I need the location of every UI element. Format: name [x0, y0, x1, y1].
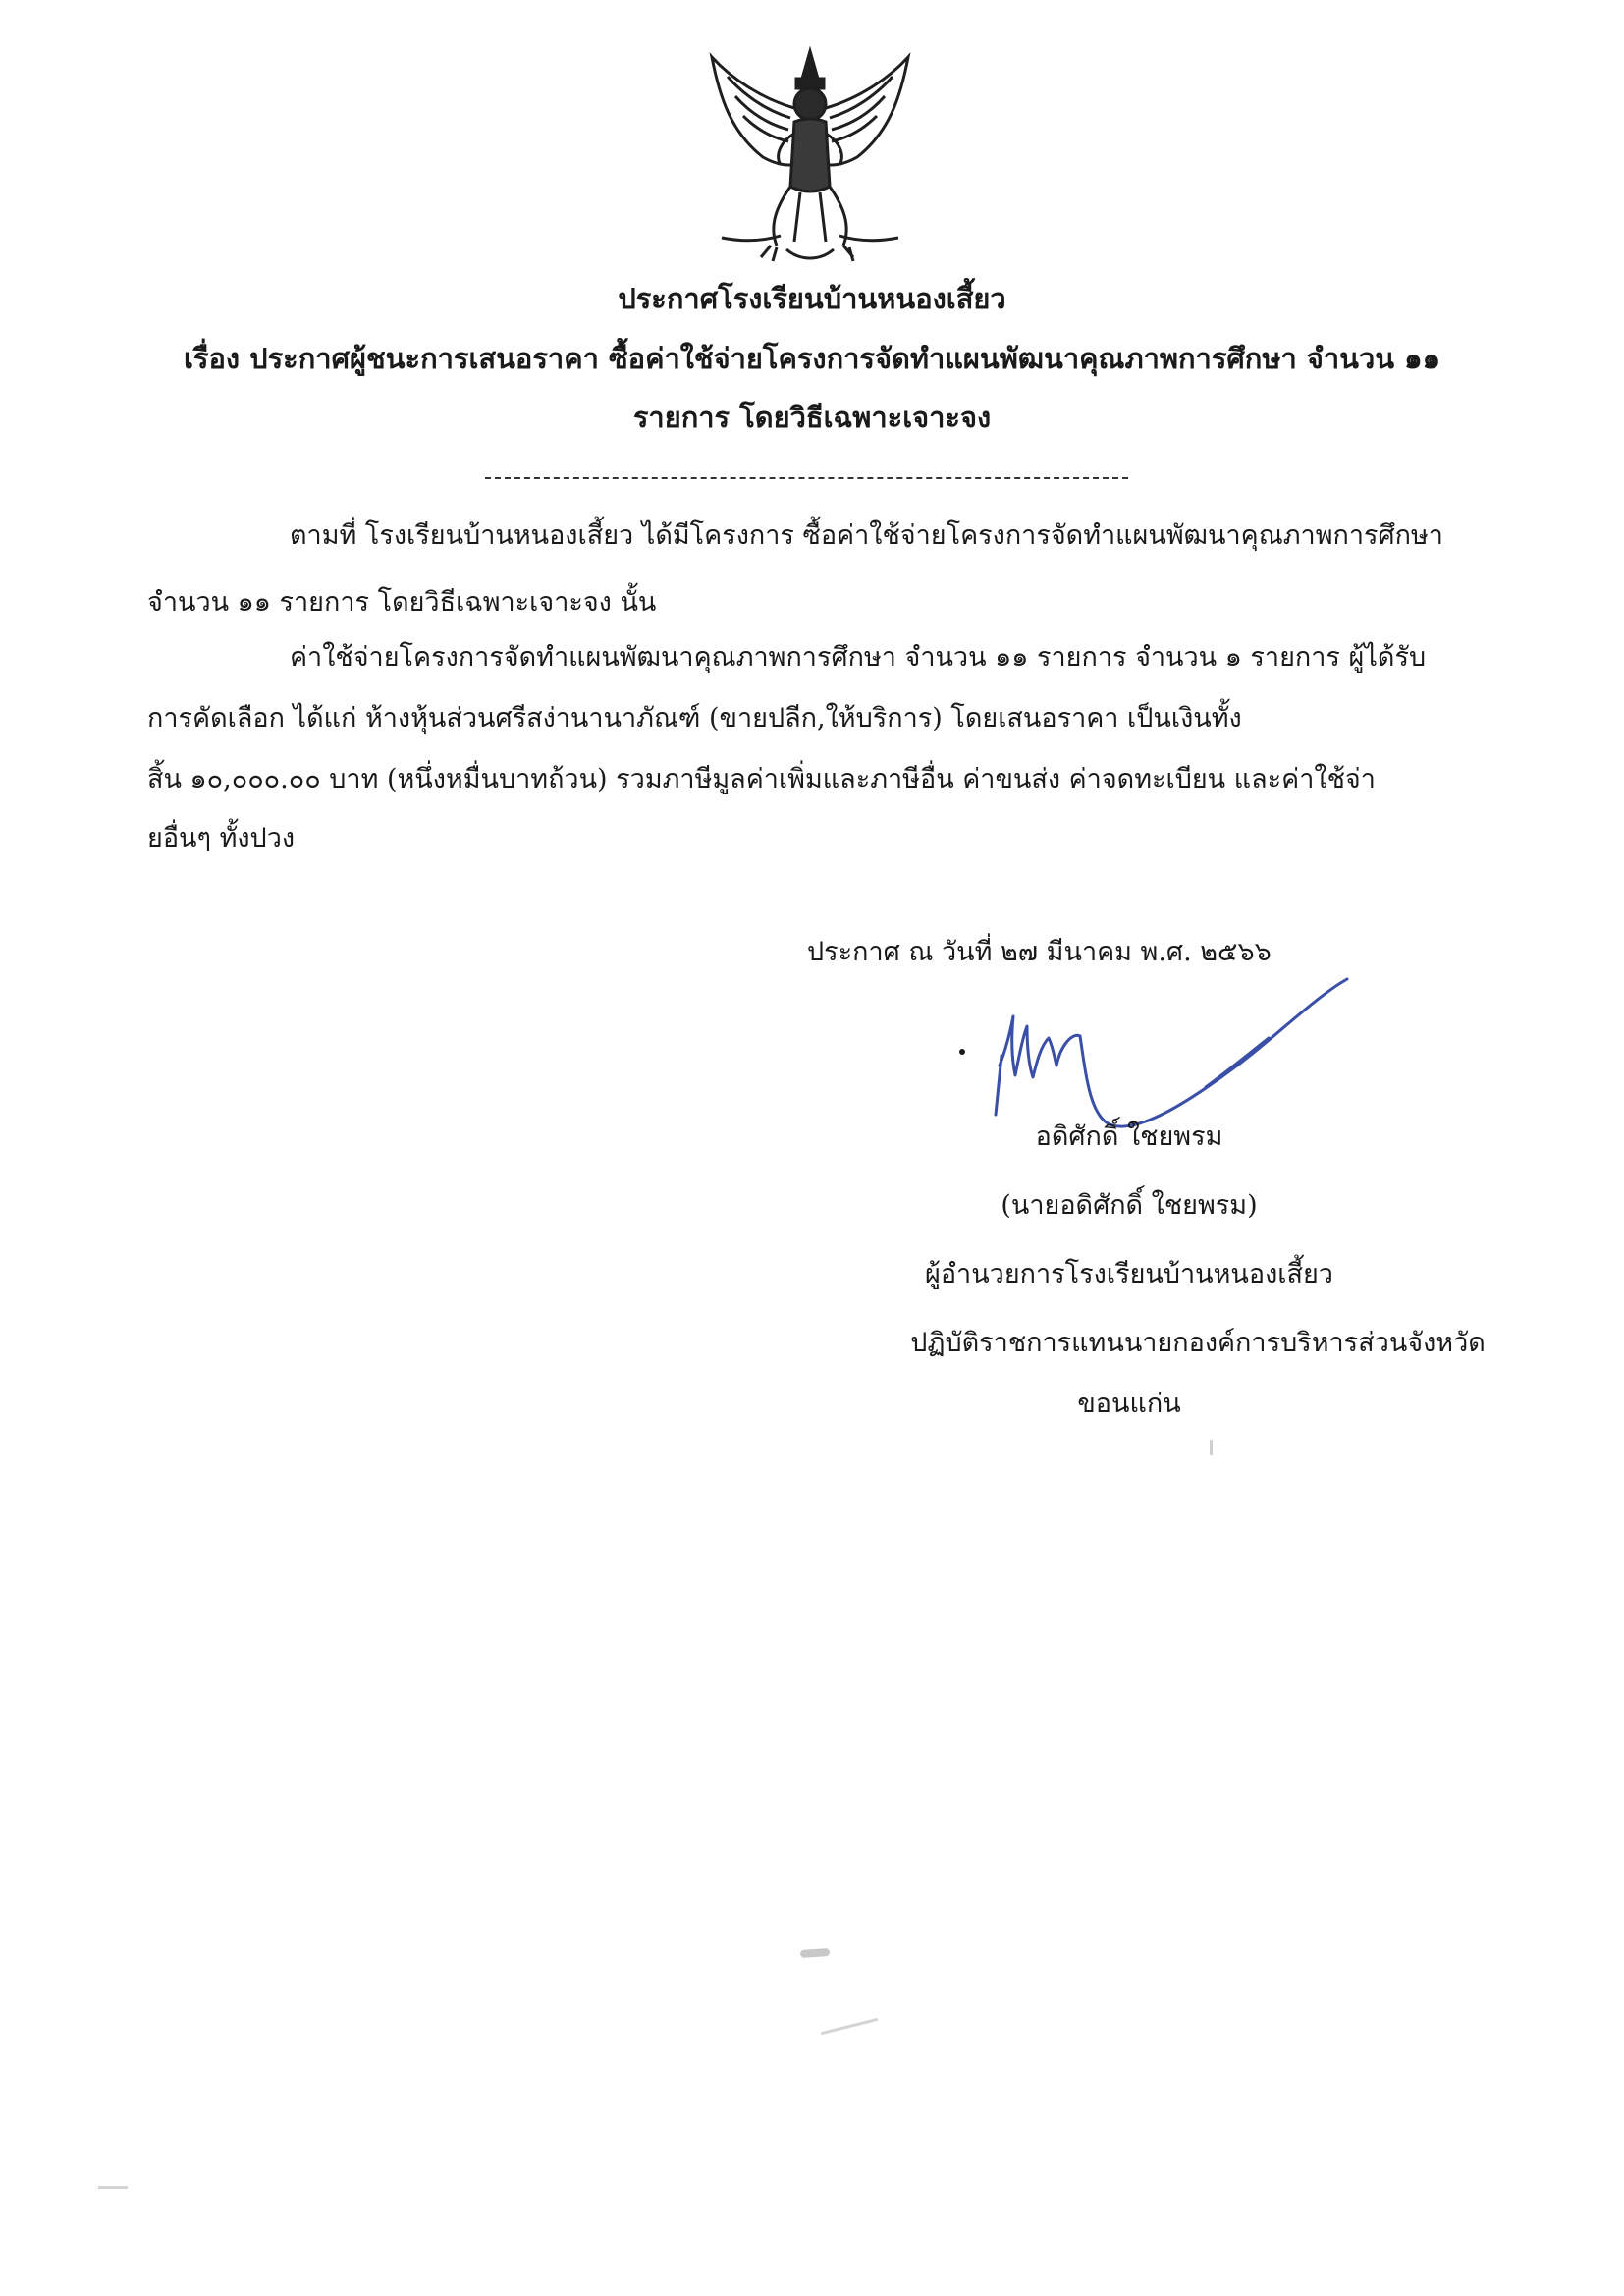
announcement-subject-cont: รายการ โดยวิธีเฉพาะเจาะจง — [632, 401, 992, 434]
signer-position-line-2: ปฏิบัติราชการแทนนายกองค์การบริหารส่วนจังหวัด — [910, 1328, 1486, 1358]
paragraph-1-line-2: จำนวน ๑๑ รายการ โดยวิธีเฉพาะเจาะจง นั้น — [147, 587, 657, 618]
announcement-title: ประกาศโรงเรียนบ้านหนองเสี้ยว — [618, 282, 1006, 315]
title-divider — [485, 477, 1128, 479]
signer-position-line-1: ผู้อำนวยการโรงเรียนบ้านหนองเสี้ยว — [925, 1259, 1333, 1289]
signer-position-line-3: ขอนแก่น — [1077, 1389, 1181, 1419]
garuda-emblem-icon — [692, 39, 928, 275]
announcement-subject: เรื่อง ประกาศผู้ชนะการเสนอราคา ซื้อค่าใช้จ่ายโครงการจัดทำแผนพัฒนาคุณภาพการศึกษา จำนวน ๑๑ — [184, 342, 1440, 375]
scan-smudge — [1210, 1440, 1213, 1455]
scan-smudge — [98, 2186, 128, 2189]
paragraph-2-line-4: ยอื่นๆ ทั้งปวง — [147, 823, 296, 853]
paragraph-1-line-1: ตามที่ โรงเรียนบ้านหนองเสี้ยว ได้มีโครงการ ซื้อค่าใช้จ่ายโครงการจัดทำแผนพัฒนาคุณภาพการศึกษา — [290, 520, 1443, 551]
paragraph-2-line-1: ค่าใช้จ่ายโครงการจัดทำแผนพัฒนาคุณภาพการศึกษา จำนวน ๑๑ รายการ จำนวน ๑ รายการ ผู้ได้รับ — [290, 642, 1427, 673]
paragraph-2-line-3: สิ้น ๑๐,๐๐๐.๐๐ บาท (หนึ่งหมื่นบาทถ้วน) รวมภาษีมูลค่าเพิ่มและภาษีอื่น ค่าขนส่ง ค่าจดทะเบียน และค่าใช้จ่า — [147, 764, 1376, 794]
paragraph-2-line-2: การคัดเลือก ได้แก่ ห้างหุ้นส่วนศรีสง่านานาภัณฑ์ (ขายปลีก,ให้บริการ) โดยเสนอราคา เป็นเงินทั้ง — [147, 703, 1242, 734]
announcement-date: ประกาศ ณ วันที่ ๒๗ มีนาคม พ.ศ. ๒๕๖๖ — [807, 937, 1272, 967]
scan-smudge — [800, 1948, 830, 1958]
handwritten-signature-icon — [943, 967, 1355, 1134]
signer-full-name: (นายอดิศักดิ์ ใชยพรม) — [1001, 1190, 1258, 1221]
scan-smudge — [821, 2018, 879, 2035]
signer-name: อดิศักดิ์ ใชยพรม — [1035, 1121, 1223, 1152]
